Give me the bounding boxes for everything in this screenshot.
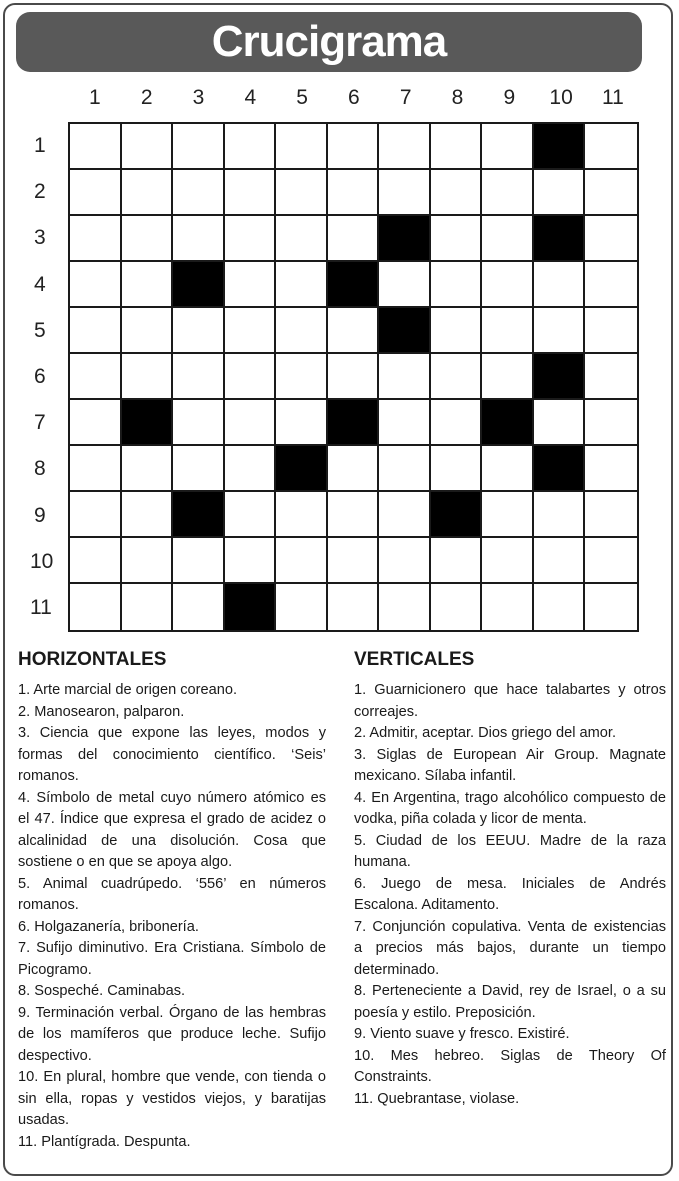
grid-cell[interactable] — [379, 354, 431, 400]
grid-cell[interactable] — [276, 354, 328, 400]
grid-cell[interactable] — [70, 262, 122, 308]
grid-cell[interactable] — [482, 308, 534, 354]
grid-cell[interactable] — [225, 538, 277, 584]
grid-cell[interactable] — [585, 400, 637, 446]
grid-cell[interactable] — [225, 216, 277, 262]
clue-item: 3. Siglas de European Air Group. Magnate mexicano. Sílaba infantil. — [354, 746, 666, 784]
grid-cell[interactable] — [328, 446, 380, 492]
column-number: 11 — [601, 86, 624, 109]
column-number: 10 — [549, 86, 573, 109]
column-number: 3 — [192, 86, 205, 109]
clue-item: 11. Plantígrada. Despunta. — [18, 1133, 191, 1150]
grid-cell[interactable] — [276, 124, 328, 170]
row-number: 9 — [34, 503, 46, 527]
horizontal-clue-list — [18, 680, 326, 1153]
grid-cell[interactable] — [534, 170, 586, 216]
grid-cell[interactable] — [173, 216, 225, 262]
grid-cell[interactable] — [534, 262, 586, 308]
grid-cell[interactable] — [482, 538, 534, 584]
clue-item: 6. Holgazanería, bribonería. — [18, 918, 199, 935]
black-cell — [276, 446, 328, 492]
grid-cell[interactable] — [173, 538, 225, 584]
grid-cell[interactable] — [122, 124, 174, 170]
grid-cell[interactable] — [431, 354, 483, 400]
black-cell — [173, 492, 225, 538]
black-cell — [534, 446, 586, 492]
title-banner — [16, 12, 642, 72]
grid-cell[interactable] — [328, 170, 380, 216]
vertical-heading: VERTICALES — [354, 649, 475, 670]
grid-cell[interactable] — [328, 308, 380, 354]
grid-cell[interactable] — [482, 170, 534, 216]
column-numbers — [69, 86, 639, 116]
grid-cell[interactable] — [70, 354, 122, 400]
black-cell — [122, 400, 174, 446]
grid-cell[interactable] — [534, 538, 586, 584]
grid-cell[interactable] — [276, 492, 328, 538]
grid-cell[interactable] — [328, 216, 380, 262]
grid-cell[interactable] — [534, 492, 586, 538]
grid-cell[interactable] — [276, 400, 328, 446]
grid-cell[interactable] — [225, 308, 277, 354]
clue-item: 8. Perteneciente a David, rey de Israel, o a su poesía y estilo. Preposición. — [354, 983, 666, 1021]
clue-item: 7. Sufijo diminutivo. Era Cristiana. Símbolo de Picogramo. — [18, 940, 326, 978]
grid-cell[interactable] — [379, 584, 431, 630]
crossword-grid — [68, 122, 639, 632]
grid-cell[interactable] — [585, 584, 637, 630]
grid-cell[interactable] — [70, 538, 122, 584]
grid-cell[interactable] — [122, 492, 174, 538]
grid-cell[interactable] — [225, 124, 277, 170]
grid-cell[interactable] — [70, 400, 122, 446]
row-number: 11 — [30, 595, 52, 619]
grid-cell[interactable] — [122, 216, 174, 262]
grid-cell[interactable] — [70, 216, 122, 262]
grid-cell[interactable] — [70, 492, 122, 538]
grid-cell[interactable] — [328, 538, 380, 584]
column-number: 9 — [503, 86, 516, 109]
grid-cell[interactable] — [122, 446, 174, 492]
column-number: 7 — [399, 86, 412, 109]
clue-item: 4. En Argentina, trago alcohólico compuesto de vodka, piña colada y licor de menta. — [354, 789, 666, 827]
clue-item: 7. Conjunción copulativa. Venta de existencias a precios más bajos, durante un tiempo determinado. — [354, 918, 666, 978]
grid-cell[interactable] — [225, 262, 277, 308]
grid-cell[interactable] — [585, 446, 637, 492]
grid-cell[interactable] — [431, 446, 483, 492]
grid-cell[interactable] — [276, 308, 328, 354]
grid-cell[interactable] — [276, 584, 328, 630]
row-number: 1 — [34, 134, 46, 158]
black-cell — [225, 584, 277, 630]
grid-cell[interactable] — [122, 584, 174, 630]
grid-cell[interactable] — [122, 170, 174, 216]
clue-item: 10. En plural, hombre que vende, con tienda o sin ella, ropas y vestidos viejos, y baratijas usadas. — [18, 1069, 326, 1128]
grid-cell[interactable] — [328, 124, 380, 170]
black-cell — [534, 124, 586, 170]
grid-cell[interactable] — [585, 170, 637, 216]
column-number: 6 — [348, 86, 360, 109]
clue-item: 9. Terminación verbal. Órgano de las hembras de los mamíferos que produce leche. Sufijo despectivo. — [18, 1004, 326, 1064]
grid-cell[interactable] — [379, 538, 431, 584]
clue-item: 6. Juego de mesa. Iniciales de Andrés Escalona. Aditamento. — [354, 875, 666, 913]
row-numbers — [22, 123, 68, 631]
column-number: 8 — [451, 86, 464, 109]
grid-cell[interactable] — [225, 400, 277, 446]
grid-cell[interactable] — [534, 584, 586, 630]
grid-cell[interactable] — [173, 584, 225, 630]
clue-item: 1. Arte marcial de origen coreano. — [18, 682, 238, 698]
grid-cell[interactable] — [70, 446, 122, 492]
grid-cell[interactable] — [379, 400, 431, 446]
grid-cell[interactable] — [379, 262, 431, 308]
grid-cell[interactable] — [482, 492, 534, 538]
row-number: 6 — [34, 364, 46, 388]
clue-item: 9. Viento suave y fresco. Existiré. — [354, 1026, 570, 1042]
vertical-clue-list — [354, 680, 666, 1110]
grid-cell[interactable] — [585, 262, 637, 308]
clue-item: 5. Ciudad de los EEUU. Madre de la raza humana. — [354, 832, 666, 870]
grid-cell[interactable] — [173, 170, 225, 216]
page-title: Crucigrama — [211, 17, 447, 66]
row-number: 3 — [34, 226, 46, 250]
grid-cell[interactable] — [431, 124, 483, 170]
grid-cell[interactable] — [173, 124, 225, 170]
grid-cell[interactable] — [431, 538, 483, 584]
black-cell — [328, 262, 380, 308]
black-cell — [431, 492, 483, 538]
grid-cell[interactable] — [225, 170, 277, 216]
clue-item: 2. Manosearon, palparon. — [18, 703, 185, 720]
grid-cell[interactable] — [379, 446, 431, 492]
vertical-clues — [354, 648, 666, 1110]
black-cell — [534, 216, 586, 262]
column-number: 5 — [296, 86, 308, 109]
grid-cell[interactable] — [173, 400, 225, 446]
grid-cell[interactable] — [482, 584, 534, 630]
grid-cell[interactable] — [482, 354, 534, 400]
grid-cell[interactable] — [328, 354, 380, 400]
horizontal-heading: HORIZONTALES — [18, 649, 167, 670]
grid-cell[interactable] — [482, 216, 534, 262]
grid-cell[interactable] — [70, 124, 122, 170]
column-number: 1 — [89, 86, 101, 109]
black-cell — [534, 354, 586, 400]
grid-cell[interactable] — [431, 262, 483, 308]
grid-cell[interactable] — [122, 262, 174, 308]
grid-cell[interactable] — [173, 308, 225, 354]
black-cell — [379, 216, 431, 262]
column-number: 2 — [140, 86, 153, 109]
grid-cell[interactable] — [276, 262, 328, 308]
grid-cell[interactable] — [585, 308, 637, 354]
grid-cell[interactable] — [225, 446, 277, 492]
grid-cell[interactable] — [482, 446, 534, 492]
grid-cell[interactable] — [70, 308, 122, 354]
grid-cell[interactable] — [328, 584, 380, 630]
grid-cell[interactable] — [70, 584, 122, 630]
grid-cell[interactable] — [431, 170, 483, 216]
row-number: 2 — [34, 180, 46, 204]
grid-cell[interactable] — [534, 308, 586, 354]
clue-item: 11. Quebrantase, violase. — [354, 1090, 520, 1107]
row-number: 8 — [34, 457, 46, 481]
grid-cell[interactable] — [534, 400, 586, 446]
black-cell — [173, 262, 225, 308]
grid-cell[interactable] — [482, 262, 534, 308]
clue-item: 2. Admitir, aceptar. Dios griego del amor. — [354, 725, 617, 741]
grid-cell[interactable] — [585, 124, 637, 170]
grid-cell[interactable] — [431, 400, 483, 446]
horizontal-clues — [18, 648, 326, 1153]
black-cell — [379, 308, 431, 354]
grid-cell[interactable] — [379, 124, 431, 170]
column-number: 4 — [244, 86, 257, 109]
grid-cell[interactable] — [225, 492, 277, 538]
clue-item: 1. Guarnicionero que hace talabartes y otros correajes. — [354, 682, 666, 720]
clue-item: 5. Animal cuadrúpedo. ‘556’ en números romanos. — [18, 875, 326, 913]
grid-cell[interactable] — [122, 308, 174, 354]
row-number: 5 — [34, 318, 46, 342]
black-cell — [482, 400, 534, 446]
clue-item: 10. Mes hebreo. Siglas de Theory Of Constraints. — [354, 1047, 666, 1085]
grid-cell[interactable] — [585, 216, 637, 262]
grid-cell[interactable] — [276, 216, 328, 262]
grid-cell[interactable] — [122, 538, 174, 584]
row-number: 7 — [34, 411, 46, 435]
grid-cell[interactable] — [431, 216, 483, 262]
grid-cell[interactable] — [379, 170, 431, 216]
clue-item: 4. Símbolo de metal cuyo número atómico es el 47. Índice que expresa el grado de acidez o alcalinidad de una disolución. Cosa que sostiene o en que se apoya algo. — [18, 789, 326, 870]
row-number: 4 — [34, 272, 46, 296]
grid-cell[interactable] — [379, 492, 431, 538]
grid-cell[interactable] — [225, 354, 277, 400]
grid-cell[interactable] — [585, 492, 637, 538]
grid-cell[interactable] — [276, 170, 328, 216]
row-number: 10 — [30, 549, 54, 573]
grid-cell[interactable] — [173, 446, 225, 492]
grid-cell[interactable] — [431, 308, 483, 354]
grid-cell[interactable] — [328, 492, 380, 538]
grid-cell[interactable] — [585, 354, 637, 400]
clue-item: 8. Sospeché. Caminabas. — [18, 983, 186, 999]
grid-cell[interactable] — [122, 354, 174, 400]
black-cell — [328, 400, 380, 446]
grid-cell[interactable] — [431, 584, 483, 630]
clue-item: 3. Ciencia que expone las leyes, modos y formas del conocimiento científico. ‘Seis’ romanos. — [18, 725, 326, 784]
grid-cell[interactable] — [70, 170, 122, 216]
grid-cell[interactable] — [482, 124, 534, 170]
grid-cell[interactable] — [276, 538, 328, 584]
grid-cell[interactable] — [173, 354, 225, 400]
grid-cell[interactable] — [585, 538, 637, 584]
